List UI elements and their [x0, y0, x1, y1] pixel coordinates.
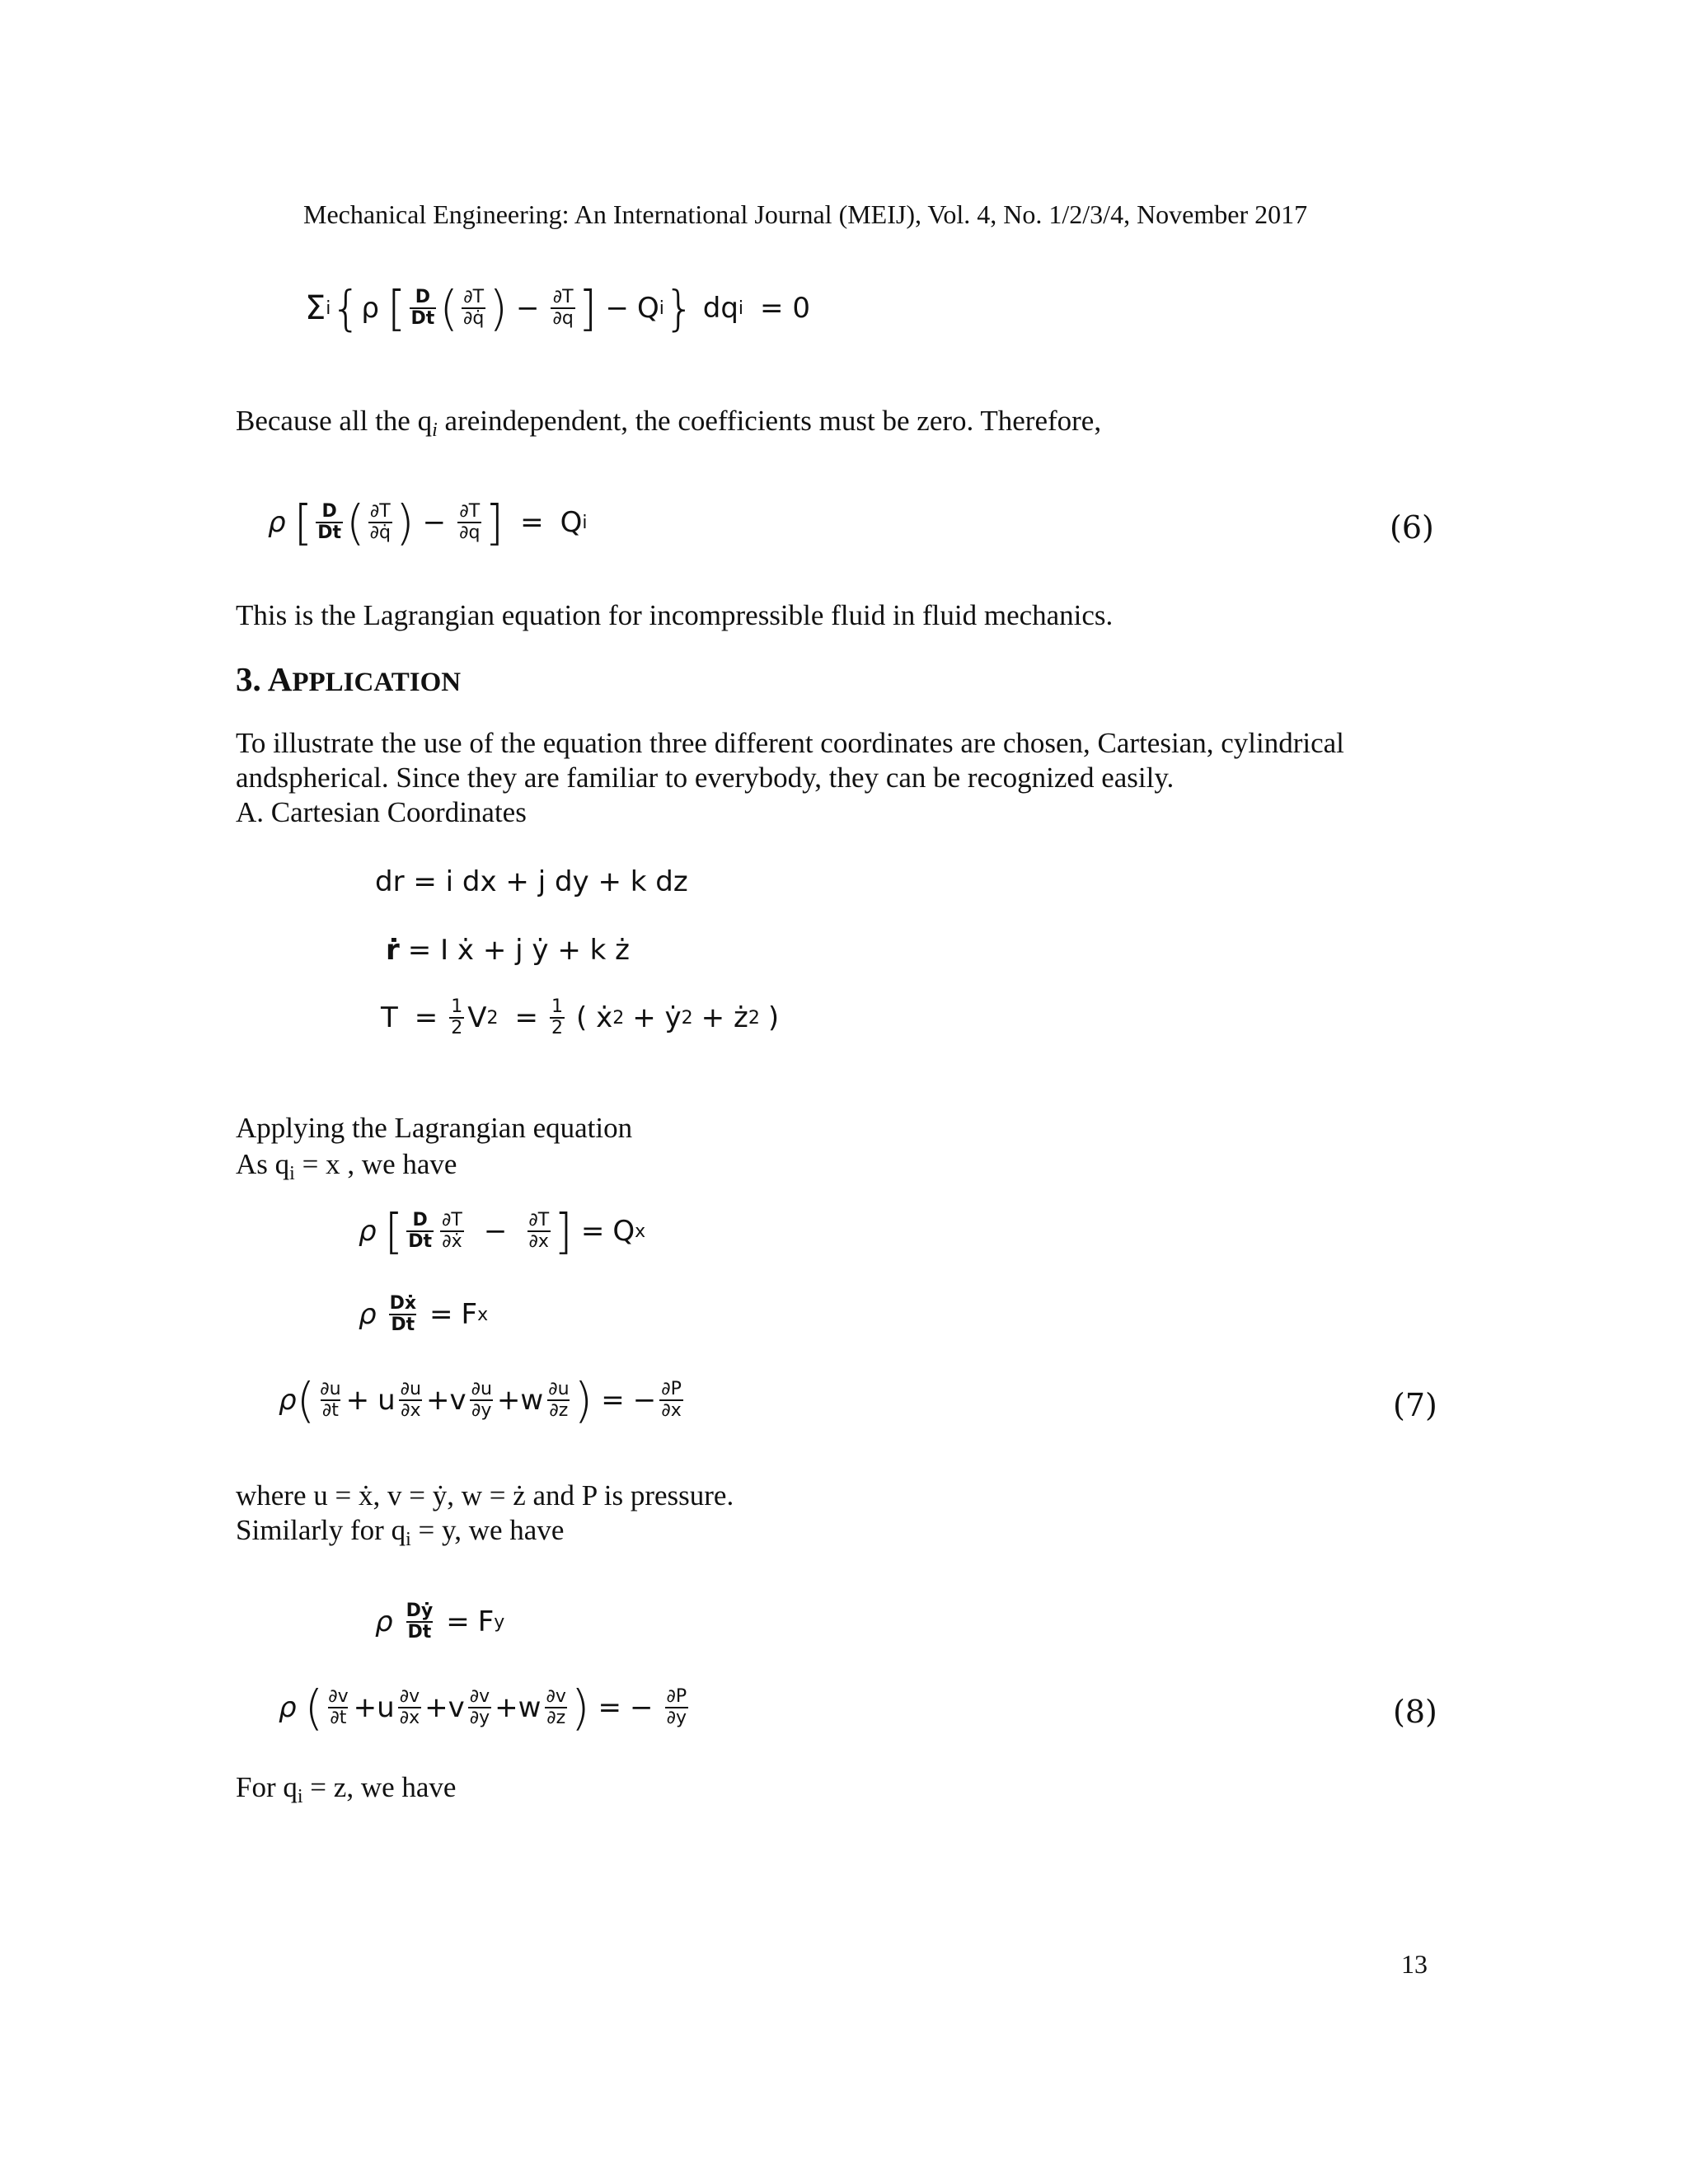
frac-du-dx [399, 1380, 423, 1421]
brace-close: } [663, 280, 695, 336]
frac-den: ∂q̇ [462, 308, 485, 329]
paren-open: ( [439, 280, 458, 336]
rho-symbol: ρ [359, 1298, 377, 1331]
frac-Dydot-Dt [405, 1601, 435, 1643]
frac-den: ∂ẋ [442, 1231, 462, 1252]
text: As q [236, 1148, 290, 1180]
frac-den: Dt [317, 523, 342, 543]
frac-den: ∂q [552, 308, 574, 329]
w-symbol: w [518, 1691, 542, 1724]
sup-2: 2 [748, 1007, 760, 1029]
frac-den: ∂x [401, 1400, 421, 1421]
frac-den: ∂x [528, 1231, 549, 1252]
paren-close: ) [574, 1372, 593, 1428]
frac-D-Dt [406, 1211, 434, 1252]
frac-Dxdot-Dt [388, 1294, 418, 1335]
F-symbol: F [461, 1298, 478, 1331]
frac-dv-dz [544, 1687, 567, 1728]
rho-symbol: ρ [279, 1384, 297, 1417]
u-symbol: u [377, 1691, 395, 1724]
paren-close: ) [570, 1680, 590, 1736]
equation-number-6: (6) [1390, 509, 1434, 546]
frac-num: ∂T [369, 501, 391, 522]
dq-symbol: dq [702, 292, 738, 325]
xdot: ( ẋ [576, 1001, 613, 1034]
bracket-close: ] [554, 1203, 573, 1259]
frac-dP-dy [665, 1687, 689, 1728]
frac-num: ∂u [400, 1379, 421, 1399]
subscript: i [289, 1163, 295, 1184]
ydot: + ẏ [632, 1001, 682, 1034]
frac-dP-dx [659, 1380, 683, 1421]
frac-den: ∂x [399, 1708, 420, 1728]
equation-rdot [386, 934, 630, 967]
paren-close: ) [396, 494, 415, 551]
rho-symbol: ρ [375, 1605, 393, 1638]
brace-open: { [331, 280, 362, 336]
text: Because all the q [236, 405, 433, 437]
equation-force-y: ρ $\frac{\text{Dẏ}}{Dt}$ = F y [375, 1601, 505, 1643]
frac-du-dt [318, 1380, 342, 1421]
frac-dT-dq [551, 288, 574, 329]
subscript: i [297, 1786, 303, 1807]
frac-den: Dt [410, 308, 435, 329]
frac-dv-dx [398, 1687, 421, 1728]
equation-7: ρ ( $\frac{\partial u}{\partial t}$ + u $\frac{\partial u}{\partial x}$ + v $\frac{\partial u}{\partial y}$ + w $\frac{\partial u}{\partial z}$ ) = − $\frac{\partial P}{\partial x}$ [279, 1372, 682, 1428]
bracket-close: ] [485, 494, 504, 551]
sub-y: y [494, 1611, 505, 1633]
sup-2: 2 [612, 1007, 625, 1029]
paragraph-lagrangian: This is the Lagrangian equation for incompressible fluid in fluid mechanics. [236, 599, 1114, 631]
frac-num: ∂v [399, 1686, 420, 1707]
bracket-open: [ [387, 280, 406, 336]
section-title: PPLICATION [292, 668, 462, 697]
zdot: + ż [701, 1001, 748, 1034]
paragraph-intro-line2: andspherical. Since they are familiar to everybody, they can be recognized easily. [236, 762, 1175, 794]
rho-symbol: ρ [279, 1691, 297, 1724]
paragraph-where: where u = ẋ, v = ẏ, w = ż and P is pressure. [236, 1479, 734, 1511]
frac-dT-dq [457, 502, 481, 543]
frac-num: Dẋ [389, 1293, 417, 1314]
paragraph-coefficients [236, 404, 1101, 448]
frac-D-Dt [316, 502, 343, 543]
sub-i: i [326, 298, 331, 319]
frac-num: D [415, 287, 431, 307]
frac-den: ∂t [321, 1400, 339, 1421]
equation-T: T = $\frac{1}{2}$ V 2 = $\frac{1}{2}$ ( ẋ 2 + ẏ 2 + ż 2 ) [381, 996, 780, 1038]
rho-symbol: ρ [361, 292, 379, 325]
u-symbol: u [377, 1384, 396, 1417]
frac-num: ∂P [661, 1379, 682, 1399]
sup-2: 2 [486, 1007, 499, 1029]
rho-symbol: ρ [268, 506, 286, 539]
equation-8: ρ ( $\frac{\partial v}{\partial t}$ + u $\frac{\partial v}{\partial x}$ + v $\frac{\partial v}{\partial y}$ + w $\frac{\partial v}{\partial z}$ ) = − $\frac{\partial P}{\partial y}$ [279, 1680, 687, 1736]
section-number: 3. A [236, 660, 293, 698]
frac-num: D [412, 1210, 428, 1230]
frac-num: ∂T [528, 1210, 550, 1230]
frac-num: ∂v [546, 1686, 566, 1707]
frac-den: 2 [451, 1018, 463, 1038]
bracket-close: ] [578, 280, 598, 336]
v-symbol: v [449, 1384, 467, 1417]
bracket-open: [ [384, 1203, 404, 1259]
frac-dv-dy [468, 1687, 491, 1728]
text: = z, we have [302, 1771, 457, 1803]
frac-du-dz [546, 1380, 570, 1421]
equation-sum: Σ i { ρ [ $\frac{D}{Dt}$ ( $\frac{\partial T}{\partial q̇}$ ) − $\frac{\partial T}{\partial q}$ ] − Q i } dq i = 0 [305, 280, 810, 336]
subsection-heading: A. Cartesian Coordinates [236, 796, 527, 828]
frac-den: 2 [551, 1018, 564, 1038]
frac-num: 1 [451, 996, 463, 1017]
rdot-symbol: ṙ [386, 934, 400, 967]
V-symbol: V [467, 1001, 487, 1034]
frac-den: ∂y [666, 1708, 687, 1728]
equation-dr [375, 865, 688, 898]
frac-num: ∂v [328, 1686, 349, 1707]
paren-close: ) [489, 280, 508, 336]
subscript: i [432, 419, 438, 441]
text: For q [236, 1771, 298, 1803]
paragraph-for-qi-z [236, 1770, 456, 1814]
paren-open: ( [296, 1372, 316, 1428]
frac-num: ∂u [548, 1379, 570, 1399]
journal-header: Mechanical Engineering: An International Journal (MEIJ), Vol. 4, No. 1/2/3/4, November 2017 [303, 199, 1308, 229]
w-symbol: w [520, 1384, 544, 1417]
frac-den: ∂q [459, 523, 481, 543]
subscript: i [406, 1529, 411, 1550]
paragraph-intro-line1: To illustrate the use of the equation three different coordinates are chosen, Cartesian, cylindrical [236, 727, 1344, 759]
T-symbol: T [381, 1001, 398, 1034]
bracket-open: [ [293, 494, 313, 551]
frac-dv-dt [326, 1687, 349, 1728]
frac-den: ∂x [661, 1400, 682, 1421]
frac-dT-dxdot [440, 1211, 464, 1252]
frac-den: ∂z [546, 1708, 566, 1728]
page-number: 13 [1401, 1949, 1428, 1979]
sub-i: i [582, 512, 588, 533]
frac-num: Dẏ [406, 1601, 434, 1621]
frac-den: ∂z [549, 1400, 569, 1421]
equation-force-x: ρ $\frac{\text{Dẋ}}{Dt}$ = F x [359, 1293, 489, 1335]
paragraph-as-qi-x [236, 1147, 457, 1191]
frac-half [449, 997, 464, 1038]
frac-num: D [321, 501, 337, 522]
frac-dT-dqdot [462, 288, 485, 329]
frac-du-dy [470, 1380, 494, 1421]
frac-dT-dqdot [368, 502, 392, 543]
frac-num: ∂T [463, 287, 485, 307]
sub-i: i [659, 298, 664, 319]
frac-num: ∂u [320, 1379, 341, 1399]
frac-half [550, 997, 565, 1038]
paragraph-applying: Applying the Lagrangian equation [236, 1112, 633, 1144]
F-symbol: F [477, 1605, 495, 1638]
rdot-line: = I ẋ + j ẏ + k ż [407, 934, 630, 967]
frac-den: ∂y [471, 1400, 492, 1421]
text: areindependent, the coefficients must be zero. Therefore, [437, 405, 1102, 437]
frac-dT-dx [527, 1211, 551, 1252]
frac-num: ∂T [442, 1210, 462, 1230]
frac-D-Dt [410, 288, 437, 329]
equation-lagrange-x: ρ [ $\frac{D}{Dt}$ $\frac{\partial T}{\text{∂ẋ}}$ − $\frac{\partial T}{\partial x}$ ] = Q x [359, 1203, 646, 1259]
sum-symbol: Σ [305, 289, 326, 327]
equation-number-8: (8) [1393, 1694, 1437, 1730]
v-symbol: v [448, 1691, 465, 1724]
frac-den: Dt [407, 1622, 432, 1643]
text: = x , we have [294, 1148, 457, 1180]
frac-den: ∂y [469, 1708, 490, 1728]
sub-i: i [738, 298, 744, 319]
paren-close: ) [767, 1001, 780, 1034]
frac-num: ∂T [552, 287, 574, 307]
sub-x: x [635, 1221, 646, 1242]
paragraph-similarly [236, 1513, 564, 1557]
frac-num: ∂u [471, 1379, 492, 1399]
equation-number-7: (7) [1393, 1387, 1437, 1423]
frac-den: ∂q̇ [369, 523, 391, 543]
text: = y, we have [410, 1514, 565, 1546]
sup-2: 2 [681, 1007, 693, 1029]
frac-num: ∂P [666, 1686, 687, 1707]
equals-zero: = 0 [760, 292, 810, 325]
frac-num: 1 [551, 996, 564, 1017]
frac-den: Dt [391, 1315, 415, 1335]
section-heading [236, 659, 461, 699]
Q-symbol: Q [636, 292, 659, 325]
Q-symbol: Q [612, 1215, 635, 1248]
equation-6: ρ [ $\frac{D}{Dt}$ ( $\frac{\partial T}{\partial q̇}$ ) − $\frac{\partial T}{\partial q}$ ] = Q i [268, 494, 588, 551]
frac-num: ∂T [459, 501, 481, 522]
frac-num: ∂v [469, 1686, 490, 1707]
dr-line: dr = i dx + j dy + k dz [375, 865, 688, 898]
frac-den: Dt [408, 1231, 433, 1252]
rho-symbol: ρ [359, 1215, 377, 1248]
sub-x: x [477, 1304, 489, 1325]
paren-open: ( [346, 494, 365, 551]
frac-den: ∂t [330, 1708, 347, 1728]
Q-symbol: Q [560, 506, 583, 539]
text: Similarly for q [236, 1514, 406, 1546]
paren-open: ( [304, 1680, 324, 1736]
